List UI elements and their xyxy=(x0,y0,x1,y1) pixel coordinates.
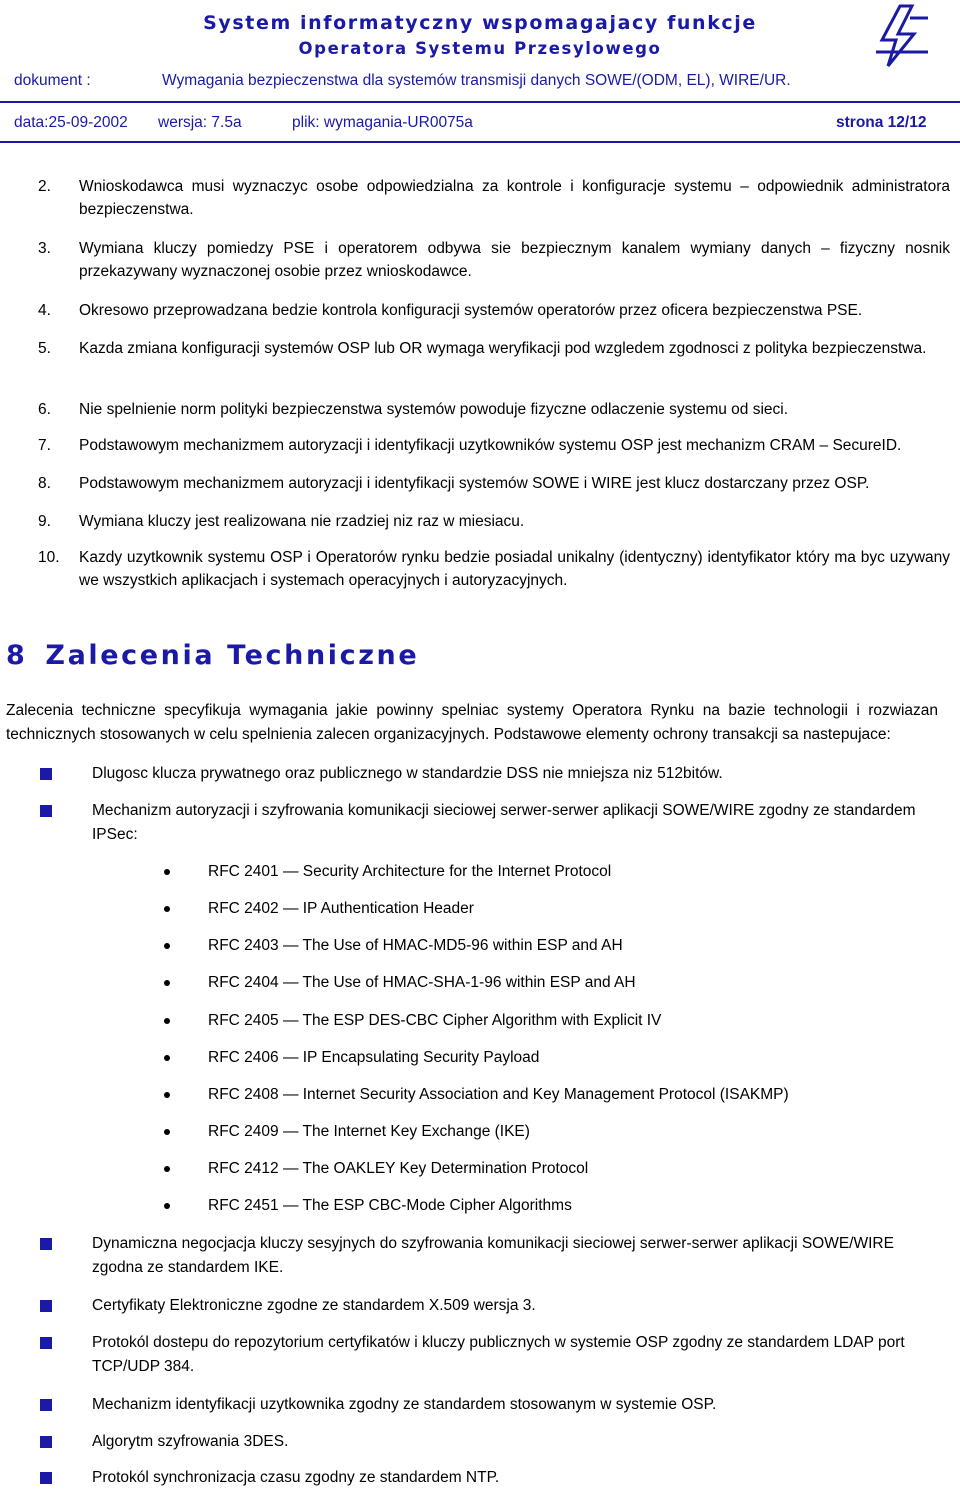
header-divider xyxy=(0,101,960,103)
bullet-dot-icon xyxy=(164,1166,170,1172)
section-title: Zalecenia Techniczne xyxy=(45,640,420,671)
square-bullet-icon xyxy=(40,1472,52,1484)
rfc-text: RFC 2401 — Security Architecture for the Internet Protocol xyxy=(208,863,612,880)
rfc-text: RFC 2405 — The ESP DES-CBC Cipher Algorithm with Explicit IV xyxy=(208,1012,662,1029)
bullet-text: Algorytm szyfrowania 3DES. xyxy=(92,1433,289,1450)
section-number: 8 xyxy=(6,640,28,671)
document-meta-row xyxy=(0,114,960,138)
dokument-value: Wymagania bezpieczenstwa dla systemów transmisji danych SOWE/(ODM, EL), WIRE/UR. xyxy=(162,72,791,89)
bullet-dot-icon xyxy=(164,1018,170,1024)
item-text: Kazda zmiana konfiguracji systemów OSP lub OR wymaga weryfikacji pod wzgledem zgodnosci z polityka bezpieczenstwa. xyxy=(79,340,927,357)
bullet-text: Mechanizm autoryzacji i szyfrowania komunikacji sieciowej serwer-serwer aplikacji SOWE/WIRE zgodny ze standardem IPSec: xyxy=(92,802,916,843)
bullet-text: Mechanizm identyfikacji uzytkownika zgodny ze standardem stosowanym w systemie OSP. xyxy=(92,1396,717,1413)
document-info-row xyxy=(0,72,960,98)
bullet-dot-icon xyxy=(164,1055,170,1061)
item-text: Podstawowym mechanizmem autoryzacji i identyfikacji systemów SOWE i WIRE jest klucz dostarczany przez OSP. xyxy=(79,475,870,492)
item-number: 6. xyxy=(38,401,51,418)
header-divider-bottom xyxy=(0,141,960,143)
section-heading xyxy=(6,640,419,671)
item-number: 7. xyxy=(38,437,51,454)
item-text: Wymiana kluczy jest realizowana nie rzadziej niz raz w miesiacu. xyxy=(79,513,525,530)
bullet-text: Protokól synchronizacja czasu zgodny ze standardem NTP. xyxy=(92,1469,500,1486)
item-number: 2. xyxy=(38,178,51,195)
header-title-line2: Operatora Systemu Przesylowego xyxy=(298,39,662,58)
item-number: 3. xyxy=(38,240,51,257)
item-text: Wymiana kluczy pomiedzy PSE i operatorem odbywa sie bezpiecznym kanalem wymiany danych – fizyczny nosnik przekazywany wyznaczonej osobie przez wnioskodawce. xyxy=(79,240,950,280)
lightning-bolt-logo-icon xyxy=(870,4,932,68)
item-number: 10. xyxy=(38,549,60,566)
rfc-text: RFC 2403 — The Use of HMAC-MD5-96 within ESP and AH xyxy=(208,937,623,954)
bullet-dot-icon xyxy=(164,980,170,986)
item-number: 4. xyxy=(38,302,51,319)
item-number: 9. xyxy=(38,513,51,530)
date-field: data:25-09-2002 xyxy=(14,114,128,131)
item-text: Wnioskodawca musi wyznaczyc osobe odpowiedzialna za kontrole i konfiguracje systemu – odpowiednik administratora bezpieczenstwa. xyxy=(79,178,950,218)
dokument-label: dokument : xyxy=(14,72,91,89)
item-text: Okresowo przeprowadzana bedzie kontrola konfiguracji systemów operatorów przez oficera bezpieczenstwa PSE. xyxy=(79,302,863,319)
rfc-text: RFC 2406 — IP Encapsulating Security Payload xyxy=(208,1049,540,1066)
bullet-dot-icon xyxy=(164,943,170,949)
item-text: Kazdy uzytkownik systemu OSP i Operatorów rynku bedzie posiadal unikalny (identyczny) identyfikator który ma byc uzywany we wszystkich aplikacjach i systemach operacyjnych i autoryzacyjnych. xyxy=(79,549,950,589)
page-number: strona 12/12 xyxy=(836,114,927,131)
rfc-text: RFC 2451 — The ESP CBC-Mode Cipher Algorithms xyxy=(208,1197,572,1214)
rfc-text: RFC 2409 — The Internet Key Exchange (IKE) xyxy=(208,1123,530,1140)
item-number: 5. xyxy=(38,340,51,357)
bullet-text: Protokól dostepu do repozytorium certyfikatów i kluczy publicznych w systemie OSP zgodny ze standardem LDAP port TCP/UDP 384. xyxy=(92,1334,905,1375)
bullet-dot-icon xyxy=(164,1092,170,1098)
square-bullet-icon xyxy=(40,1337,52,1349)
section-intro: Zalecenia techniczne specyfikuja wymagania jakie powinny spelniac systemy Operatora Rynku na bazie technologii i rozwiazan technicznych stosowanych w celu spelnienia zalecen organizacyjnych. Podstawowe elementy ochrony transakcji sa nastepujace: xyxy=(6,702,938,743)
file-field: plik: wymagania-UR0075a xyxy=(292,114,473,131)
rfc-text: RFC 2412 — The OAKLEY Key Determination Protocol xyxy=(208,1160,589,1177)
item-number: 8. xyxy=(38,475,51,492)
item-text: Nie spelnienie norm polityki bezpieczenstwa systemów powoduje fizyczne odlaczenie systemu od sieci. xyxy=(79,401,789,418)
bullet-dot-icon xyxy=(164,1203,170,1209)
square-bullet-icon xyxy=(40,768,52,780)
square-bullet-icon xyxy=(40,1399,52,1411)
square-bullet-icon xyxy=(40,1300,52,1312)
bullet-text: Dlugosc klucza prywatnego oraz publicznego w standardzie DSS nie mniejsza niz 512bitów. xyxy=(92,765,723,782)
bullet-text: Dynamiczna negocjacja kluczy sesyjnych do szyfrowania komunikacji sieciowej serwer-serwer aplikacji SOWE/WIRE zgodna ze standardem IKE. xyxy=(92,1235,894,1276)
bullet-dot-icon xyxy=(164,1129,170,1135)
version-field: wersja: 7.5a xyxy=(158,114,242,131)
bullet-dot-icon xyxy=(164,869,170,875)
header-title-line1: System informatyczny wspomagajacy funkcje xyxy=(203,12,757,34)
square-bullet-icon xyxy=(40,805,52,817)
item-text: Podstawowym mechanizmem autoryzacji i identyfikacji uzytkowników systemu OSP jest mechanizm CRAM – SecureID. xyxy=(79,437,902,454)
bullet-dot-icon xyxy=(164,906,170,912)
square-bullet-icon xyxy=(40,1436,52,1448)
rfc-text: RFC 2404 — The Use of HMAC-SHA-1-96 within ESP and AH xyxy=(208,974,636,991)
bullet-text: Certyfikaty Elektroniczne zgodne ze standardem X.509 wersja 3. xyxy=(92,1297,536,1314)
rfc-text: RFC 2408 — Internet Security Association and Key Management Protocol (ISAKMP) xyxy=(208,1086,789,1103)
square-bullet-icon xyxy=(40,1238,52,1250)
rfc-text: RFC 2402 — IP Authentication Header xyxy=(208,900,474,917)
